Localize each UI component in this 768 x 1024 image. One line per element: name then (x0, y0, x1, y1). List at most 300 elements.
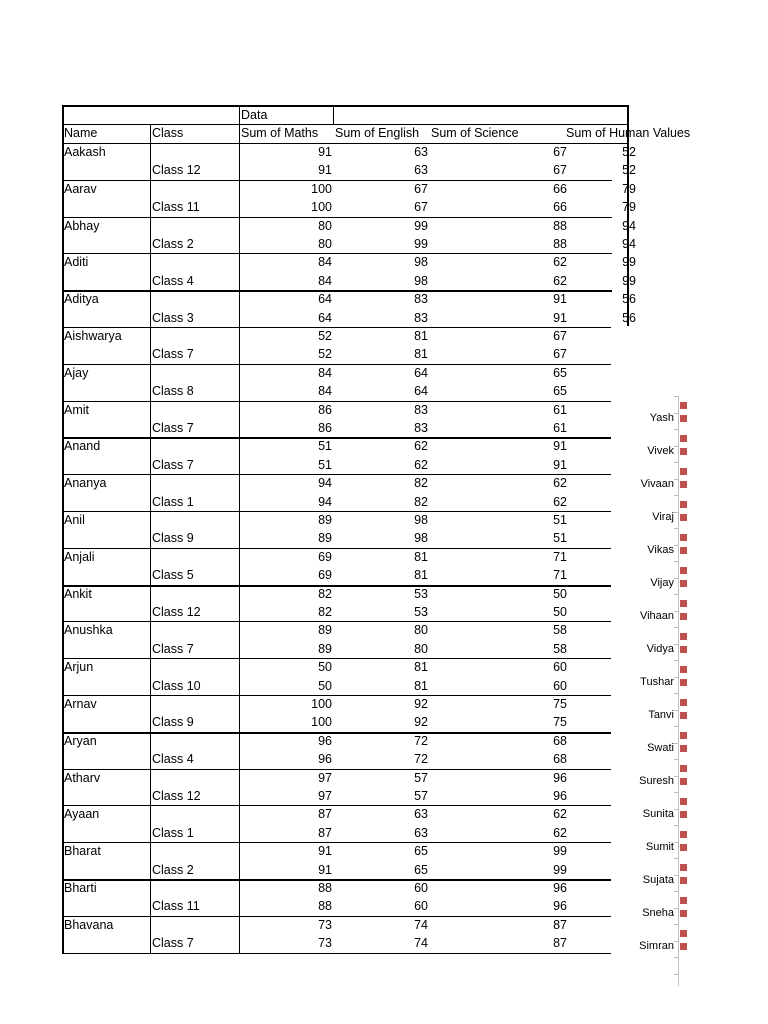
row-human-values-value (600, 309, 636, 327)
row-divider (62, 585, 612, 587)
chart-bar (680, 897, 687, 904)
row-science-value: 96 (553, 770, 567, 785)
row-english-value: 81 (414, 660, 428, 675)
row-science-value: 51 (553, 531, 567, 546)
row-class[interactable]: Class 2 (152, 862, 194, 877)
row-class[interactable]: Class 1 (152, 494, 194, 509)
row-divider (62, 474, 612, 475)
row-science-value: 88 (553, 218, 567, 233)
header-divider (62, 124, 629, 125)
chart-tick (674, 644, 678, 645)
chart-category-label: Vijay (650, 577, 674, 589)
row-science-value: 62 (553, 494, 567, 509)
chart-bar (680, 877, 687, 884)
row-english-value: 72 (414, 733, 428, 748)
row-class[interactable]: Class 8 (152, 384, 194, 399)
row-english-value: 99 (414, 237, 428, 251)
chart-tick (674, 957, 678, 958)
chart-tick (674, 941, 678, 942)
row-divider (62, 842, 612, 843)
chart-bar (680, 765, 687, 772)
row-name[interactable]: Atharv (64, 770, 101, 785)
row-class[interactable]: Class 9 (152, 531, 194, 546)
row-science-value: 58 (553, 641, 567, 656)
row-maths-value: 94 (318, 494, 332, 509)
row-human-values-value (600, 180, 636, 198)
row-maths-value: 96 (318, 733, 332, 748)
row-maths-value: 97 (318, 789, 332, 803)
row-science-value: 91 (553, 310, 567, 325)
chart-bar (680, 732, 687, 739)
chart-tick (674, 660, 678, 661)
chart-tick (674, 858, 678, 859)
row-english-value: 99 (414, 218, 428, 233)
chart-bar (680, 613, 687, 620)
chart-bar (680, 798, 687, 805)
row-divider (62, 548, 612, 549)
chart-tick (674, 908, 678, 909)
row-maths-value: 69 (318, 568, 332, 583)
row-class[interactable]: Class 11 (152, 899, 200, 914)
chart-category-label: Vikas (647, 544, 674, 556)
row-divider (62, 511, 612, 512)
chart-tick (674, 396, 678, 397)
human-values-text: 94 (622, 218, 636, 233)
row-human-values-value (600, 272, 636, 290)
chart-bar (680, 844, 687, 851)
chart-category-label: Vivek (647, 445, 674, 457)
row-class[interactable]: Class 7 (152, 641, 194, 656)
chart-tick (674, 479, 678, 480)
row-maths-value: 80 (318, 237, 332, 251)
row-english-value: 64 (414, 384, 428, 399)
row-maths-value: 84 (318, 384, 332, 399)
row-english-value: 98 (414, 255, 428, 270)
row-class[interactable]: Class 7 (152, 457, 194, 472)
row-science-value: 91 (553, 292, 567, 307)
row-divider (62, 180, 612, 181)
row-class[interactable]: Class 12 (152, 163, 201, 178)
chart-tick (674, 528, 678, 529)
row-english-value: 74 (414, 936, 428, 951)
row-maths-value: 50 (318, 678, 332, 693)
chart-tick (674, 825, 678, 826)
row-english-value: 83 (414, 292, 428, 307)
chart-tick (674, 495, 678, 496)
row-science-value: 62 (553, 273, 567, 288)
chart-bar (680, 448, 687, 455)
row-divider (62, 253, 612, 254)
row-english-value: 81 (414, 347, 428, 362)
row-science-value: 99 (553, 844, 567, 859)
row-english-value: 65 (414, 862, 428, 877)
row-name[interactable]: Ankit (64, 586, 92, 601)
column-header-maths[interactable]: Sum of Maths (241, 126, 319, 140)
human-values-text: 52 (622, 163, 636, 178)
row-science-value: 58 (553, 623, 567, 638)
row-maths-value: 89 (318, 531, 332, 546)
row-maths-value: 91 (318, 844, 332, 859)
human-values-text: 94 (622, 237, 636, 251)
row-english-value: 81 (414, 549, 428, 564)
row-maths-value: 100 (311, 697, 332, 711)
row-science-value: 67 (553, 329, 567, 343)
chart-bar (680, 514, 687, 521)
row-class[interactable]: Class 7 (152, 347, 194, 362)
row-class[interactable]: Class 10 (152, 678, 201, 693)
row-class[interactable]: Class 4 (152, 273, 194, 288)
chart-tick (674, 512, 678, 513)
table-top-border (62, 105, 629, 107)
row-class[interactable]: Class 12 (152, 789, 201, 803)
row-maths-value: 87 (318, 825, 332, 840)
chart-bar (680, 679, 687, 686)
row-divider (62, 437, 612, 439)
row-english-value: 65 (414, 844, 428, 859)
chart-category-label: Suresh (639, 775, 674, 787)
row-maths-value: 64 (318, 292, 332, 307)
row-maths-value: 87 (318, 807, 332, 822)
row-divider (62, 805, 612, 806)
header-bottom (62, 143, 629, 144)
row-maths-value: 69 (318, 549, 332, 564)
chart-tick (674, 875, 678, 876)
human-values-text: 99 (622, 273, 636, 288)
row-divider (62, 732, 612, 734)
chart-tick (674, 891, 678, 892)
row-english-value: 80 (414, 623, 428, 638)
chart-bar (680, 646, 687, 653)
chart-tick (674, 545, 678, 546)
chart-category-label: Swati (647, 742, 674, 754)
chart-tick (674, 429, 678, 430)
chart-tick (674, 462, 678, 463)
row-name[interactable]: Abhay (64, 218, 100, 233)
chart-tick (674, 627, 678, 628)
row-english-value: 83 (414, 310, 428, 325)
human-values-text: 52 (622, 145, 636, 159)
row-maths-value: 82 (318, 605, 332, 619)
row-divider (62, 401, 612, 402)
row-class[interactable]: Class 11 (152, 200, 200, 215)
row-maths-value: 100 (311, 181, 332, 196)
row-name[interactable]: Bhavana (64, 917, 114, 932)
column-header-english[interactable]: Sum of English (335, 126, 420, 140)
row-english-value: 92 (414, 715, 428, 730)
row-english-value: 83 (414, 421, 428, 435)
row-divider (62, 364, 612, 365)
chart-bar (680, 547, 687, 554)
table-left-border (62, 105, 64, 953)
column-header-science[interactable]: Sum of Science (431, 126, 519, 140)
row-science-value: 62 (553, 825, 567, 840)
chart-category-label: Tanvi (648, 709, 674, 721)
row-science-value: 67 (553, 145, 567, 159)
row-divider (62, 217, 612, 218)
row-name[interactable]: Aditi (64, 255, 89, 270)
row-class[interactable]: Class 7 (152, 936, 194, 951)
chart-bar (680, 633, 687, 640)
row-english-value: 57 (414, 770, 428, 785)
row-maths-value: 86 (318, 402, 332, 417)
row-class[interactable]: Class 1 (152, 825, 194, 840)
chart-tick (674, 561, 678, 562)
row-science-value: 75 (553, 715, 567, 730)
row-english-value: 74 (414, 917, 428, 932)
chart-tick (674, 611, 678, 612)
chart-bar (680, 910, 687, 917)
row-science-value: 61 (553, 421, 567, 435)
row-science-value: 60 (553, 660, 567, 675)
row-divider (62, 327, 612, 328)
row-science-value: 96 (553, 899, 567, 914)
row-name[interactable]: Ayaan (64, 807, 100, 822)
human-values-text: 56 (622, 310, 636, 325)
chart-tick (674, 809, 678, 810)
row-english-value: 67 (414, 200, 428, 215)
row-maths-value: 84 (318, 255, 332, 270)
chart-tick (674, 710, 678, 711)
row-maths-value: 84 (318, 365, 332, 380)
table-right-border (627, 105, 629, 326)
chart-bar (680, 402, 687, 409)
row-maths-value: 88 (318, 881, 332, 895)
row-maths-value: 91 (318, 145, 332, 159)
column-divider-class (239, 105, 240, 953)
chart-bar (680, 481, 687, 488)
row-maths-value: 89 (318, 623, 332, 638)
row-name[interactable]: Aryan (64, 733, 97, 748)
row-english-value: 81 (414, 678, 428, 693)
chart-tick (674, 743, 678, 744)
chart-bar (680, 778, 687, 785)
row-maths-value: 91 (318, 862, 332, 877)
row-divider (62, 695, 612, 696)
row-science-value: 51 (553, 513, 567, 527)
row-maths-value: 97 (318, 770, 332, 785)
row-science-value: 62 (553, 807, 567, 822)
row-science-value: 87 (553, 936, 567, 951)
chart-axis (678, 396, 679, 986)
row-science-value: 67 (553, 347, 567, 362)
row-human-values-value (600, 235, 636, 253)
row-science-value: 50 (553, 605, 567, 619)
row-name[interactable]: Anjali (64, 549, 95, 564)
row-maths-value: 100 (311, 715, 332, 730)
row-science-value: 87 (553, 917, 567, 932)
row-maths-value: 64 (318, 310, 332, 325)
row-english-value: 57 (414, 789, 428, 803)
chart-category-label: Simran (639, 940, 674, 952)
row-name[interactable]: Anushka (64, 623, 113, 638)
row-name[interactable]: Aditya (64, 292, 99, 307)
row-human-values-value (600, 217, 636, 235)
row-maths-value: 88 (318, 899, 332, 914)
row-science-value: 62 (553, 476, 567, 491)
chart-bar (680, 831, 687, 838)
row-science-value: 66 (553, 200, 567, 215)
row-maths-value: 52 (318, 347, 332, 362)
row-class[interactable]: Class 9 (152, 715, 194, 730)
row-english-value: 98 (414, 273, 428, 288)
row-science-value: 91 (553, 457, 567, 472)
row-science-value: 71 (553, 568, 567, 583)
chart-bar (680, 501, 687, 508)
row-science-value: 68 (553, 752, 567, 767)
row-english-value: 80 (414, 641, 428, 656)
row-english-value: 92 (414, 697, 428, 711)
chart-bar (680, 745, 687, 752)
row-maths-value: 73 (318, 917, 332, 932)
chart-bar (680, 666, 687, 673)
chart-category-label: Sunita (642, 808, 674, 820)
row-science-value: 91 (553, 439, 567, 454)
chart-bar (680, 930, 687, 937)
row-human-values-value (600, 198, 636, 216)
row-english-value: 81 (414, 329, 428, 343)
data-header-label: Data (241, 108, 268, 122)
row-english-value: 60 (414, 899, 428, 914)
row-english-value: 98 (414, 513, 428, 527)
row-name[interactable]: Amit (64, 402, 89, 417)
chart-tick (674, 842, 678, 843)
row-english-value: 81 (414, 568, 428, 583)
row-name[interactable]: Aakash (64, 145, 106, 159)
table-bottom-border (62, 953, 612, 954)
row-class[interactable]: Class 12 (152, 605, 201, 619)
row-science-value: 65 (553, 384, 567, 399)
chart-bar (680, 567, 687, 574)
row-name[interactable]: Arnav (64, 697, 97, 711)
row-name[interactable]: Aarav (64, 181, 97, 196)
row-science-value: 88 (553, 237, 567, 251)
row-maths-value: 89 (318, 641, 332, 656)
row-maths-value: 82 (318, 586, 332, 601)
chart-tick (674, 776, 678, 777)
row-class[interactable]: Class 4 (152, 752, 194, 767)
row-maths-value: 51 (318, 439, 332, 454)
human-values-text: 79 (622, 181, 636, 196)
row-english-value: 63 (414, 807, 428, 822)
chart-bar (680, 600, 687, 607)
row-divider (62, 879, 612, 881)
row-maths-value: 94 (318, 476, 332, 491)
row-name[interactable]: Ananya (64, 476, 107, 491)
chart-bar (680, 435, 687, 442)
row-science-value: 67 (553, 163, 567, 178)
row-english-value: 67 (414, 181, 428, 196)
row-divider (62, 916, 612, 917)
row-class[interactable]: Class 3 (152, 310, 194, 325)
row-divider (62, 658, 612, 659)
chart-bar (680, 580, 687, 587)
chart-category-label: Vihaan (639, 610, 674, 622)
chart-tick (674, 594, 678, 595)
human-values-text: 56 (622, 292, 636, 307)
chart-tick (674, 446, 678, 447)
column-divider-name (150, 124, 151, 953)
human-values-text: 79 (622, 200, 636, 215)
row-science-value: 96 (553, 789, 567, 803)
chart-tick (674, 413, 678, 414)
row-maths-value: 80 (318, 218, 332, 233)
chart-bar (680, 943, 687, 950)
row-name[interactable]: Ajay (64, 365, 89, 380)
row-english-value: 60 (414, 881, 428, 895)
column-header-name[interactable]: Name (64, 126, 98, 140)
row-class[interactable]: Class 5 (152, 568, 194, 583)
chart-category-label: Vidya (646, 643, 674, 655)
chart-category-label: Viraj (652, 511, 674, 523)
row-human-values-value (600, 161, 636, 179)
row-name[interactable]: Anil (64, 513, 85, 527)
bar-chart (611, 326, 691, 966)
chart-bar (680, 699, 687, 706)
row-maths-value: 89 (318, 513, 332, 527)
chart-category-label: Yash (649, 412, 674, 424)
column-divider-data (333, 105, 334, 124)
row-maths-value: 91 (318, 163, 332, 178)
chart-category-label: Sujata (642, 874, 674, 886)
chart-category-label: Tushar (640, 676, 674, 688)
chart-bar (680, 864, 687, 871)
row-science-value: 71 (553, 549, 567, 564)
chart-bar (680, 468, 687, 475)
row-english-value: 63 (414, 825, 428, 840)
row-name[interactable]: Bharti (64, 881, 97, 895)
row-english-value: 98 (414, 531, 428, 546)
chart-tick (674, 924, 678, 925)
chart-tick (674, 693, 678, 694)
chart-bar (680, 415, 687, 422)
chart-tick (674, 792, 678, 793)
row-name[interactable]: Aishwarya (64, 329, 122, 343)
row-maths-value: 100 (311, 200, 332, 215)
row-maths-value: 73 (318, 936, 332, 951)
row-name[interactable]: Anand (64, 439, 101, 454)
row-science-value: 68 (553, 733, 567, 748)
row-class[interactable]: Class 2 (152, 237, 194, 251)
chart-category-label: Sumit (645, 841, 674, 853)
chart-tick (674, 759, 678, 760)
chart-bar (680, 534, 687, 541)
row-english-value: 63 (414, 163, 428, 178)
row-english-value: 63 (414, 145, 428, 159)
row-english-value: 53 (414, 605, 428, 619)
row-science-value: 50 (553, 586, 567, 601)
row-name[interactable]: Bharat (64, 844, 101, 859)
column-header-human-values[interactable]: Sum of Human Values (566, 126, 691, 140)
chart-bar (680, 811, 687, 818)
row-english-value: 62 (414, 439, 428, 454)
chart-category-label: Vivaan (640, 478, 674, 490)
row-english-value: 53 (414, 586, 428, 601)
row-english-value: 82 (414, 494, 428, 509)
row-english-value: 82 (414, 476, 428, 491)
row-science-value: 96 (553, 881, 567, 895)
column-header-class[interactable]: Class (152, 126, 184, 140)
row-class[interactable]: Class 7 (152, 421, 194, 435)
chart-tick (674, 578, 678, 579)
row-name[interactable]: Arjun (64, 660, 94, 675)
row-human-values-value (600, 290, 636, 308)
chart-tick (674, 726, 678, 727)
row-science-value: 66 (553, 181, 567, 196)
row-english-value: 83 (414, 402, 428, 417)
row-maths-value: 52 (318, 329, 332, 343)
row-maths-value: 50 (318, 660, 332, 675)
row-science-value: 62 (553, 255, 567, 270)
